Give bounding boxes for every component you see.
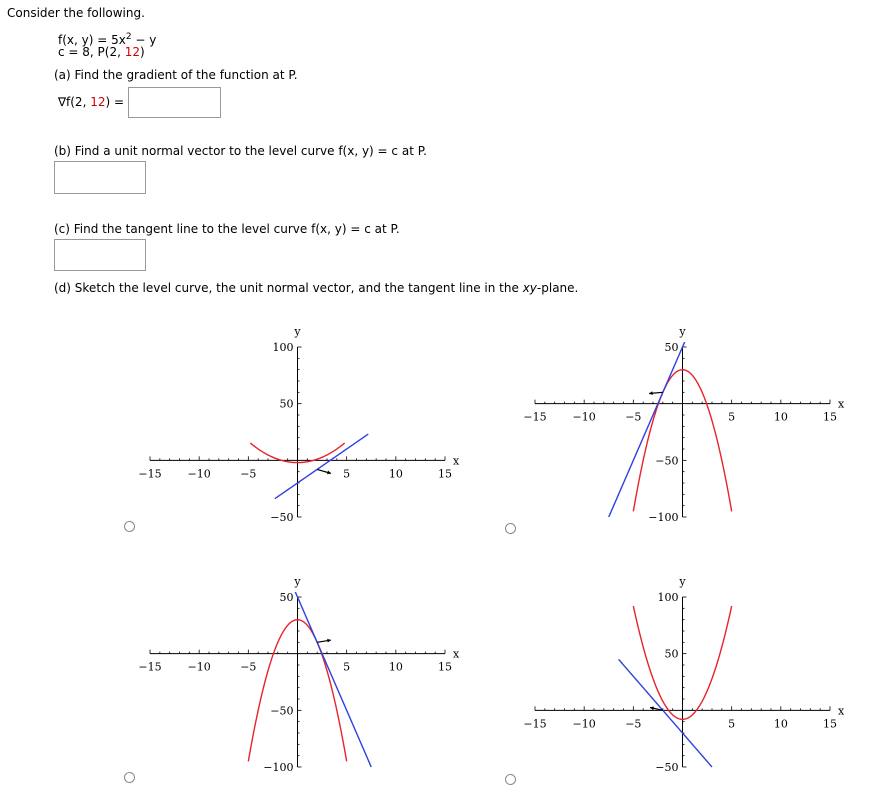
y-tick-label: −50 xyxy=(270,511,294,524)
part-c-label: (c) Find the tangent line to the level curve f(x, y) = c at P. xyxy=(54,222,400,236)
option-2-graph[interactable] xyxy=(515,322,850,532)
gradient-point-y: 12 xyxy=(90,95,106,109)
x-tick-label: 5 xyxy=(728,717,736,731)
x-tick-label: 10 xyxy=(773,717,788,731)
y-tick-label: −50 xyxy=(655,761,679,774)
x-axis-label: x xyxy=(453,454,460,468)
problem-intro: Consider the following. xyxy=(7,6,145,20)
part-d-label-italic: xy xyxy=(522,281,537,295)
y-tick-label: −100 xyxy=(648,511,679,524)
x-tick-label: 15 xyxy=(823,410,837,424)
option-1-graph[interactable] xyxy=(130,322,465,532)
x-axis-label: x xyxy=(453,647,460,661)
x-tick-label: 5 xyxy=(343,660,351,674)
gradient-answer-field[interactable] xyxy=(128,87,221,118)
x-tick-label: 5 xyxy=(343,467,351,481)
gradient-prefix xyxy=(58,95,124,109)
x-tick-label: −15 xyxy=(523,410,547,424)
x-tick-label: −5 xyxy=(625,410,642,424)
x-tick-label: 10 xyxy=(388,660,403,674)
x-tick-label: −5 xyxy=(240,467,257,481)
y-tick-label: 50 xyxy=(279,591,294,604)
y-tick-label: −50 xyxy=(270,704,294,718)
y-axis-label: y xyxy=(679,575,686,588)
function-suffix: − y xyxy=(131,33,157,47)
x-tick-label: 15 xyxy=(823,717,837,731)
part-b-label: (b) Find a unit normal vector to the level curve f(x, y) = c at P. xyxy=(54,144,427,158)
point-y-value: 12 xyxy=(124,45,141,59)
tangent-line xyxy=(619,659,712,767)
tangent-line-answer-field[interactable] xyxy=(54,239,146,271)
part-d-label-start: (d) Sketch the level curve, the unit normal vector, and the tangent line in the xyxy=(54,281,523,295)
y-axis-label: y xyxy=(294,325,301,338)
x-tick-label: −5 xyxy=(625,717,642,731)
x-tick-label: 5 xyxy=(728,410,736,424)
y-tick-label: 100 xyxy=(272,341,294,354)
y-tick-label: 100 xyxy=(657,591,679,604)
x-tick-label: −15 xyxy=(138,660,162,674)
gradient-prefix-end: ) = xyxy=(105,95,125,109)
tangent-line xyxy=(275,434,368,499)
y-tick-label: −100 xyxy=(263,761,294,774)
x-tick-label: −15 xyxy=(138,467,162,481)
unit-normal-answer-field[interactable] xyxy=(54,161,146,194)
x-tick-label: 15 xyxy=(438,467,452,481)
x-axis-label: x xyxy=(838,704,845,718)
option-3-graph[interactable] xyxy=(130,572,465,782)
y-tick-label: −50 xyxy=(655,454,679,468)
function-prefix: f(x, y) = 5x xyxy=(58,33,126,47)
x-tick-label: −10 xyxy=(187,660,211,674)
part-d-label-end: -plane. xyxy=(536,281,579,295)
gradient-prefix-start: ∇f(2, xyxy=(58,95,91,109)
c-line-suffix: ) xyxy=(140,45,145,59)
x-tick-label: −10 xyxy=(187,467,211,481)
unit-normal-arrowhead xyxy=(649,391,653,395)
c-line-prefix: c = 8, P(2, xyxy=(58,45,125,59)
part-a-label: (a) Find the gradient of the function at P. xyxy=(54,68,298,82)
x-tick-label: 10 xyxy=(388,467,403,481)
x-tick-label: −10 xyxy=(572,717,596,731)
part-d-label xyxy=(54,281,578,295)
x-axis-label: x xyxy=(838,397,845,411)
y-tick-label: 50 xyxy=(664,341,679,354)
y-tick-label: 50 xyxy=(664,647,679,661)
y-axis-label: y xyxy=(294,575,301,588)
x-tick-label: −5 xyxy=(240,660,257,674)
x-tick-label: 15 xyxy=(438,660,452,674)
option-4-graph[interactable] xyxy=(515,572,850,782)
x-tick-label: 10 xyxy=(773,410,788,424)
y-axis-label: y xyxy=(679,325,686,338)
x-tick-label: −10 xyxy=(572,410,596,424)
x-tick-label: −15 xyxy=(523,717,547,731)
function-exponent: 2 xyxy=(125,32,132,42)
y-tick-label: 50 xyxy=(279,397,294,411)
constant-and-point xyxy=(58,45,145,59)
